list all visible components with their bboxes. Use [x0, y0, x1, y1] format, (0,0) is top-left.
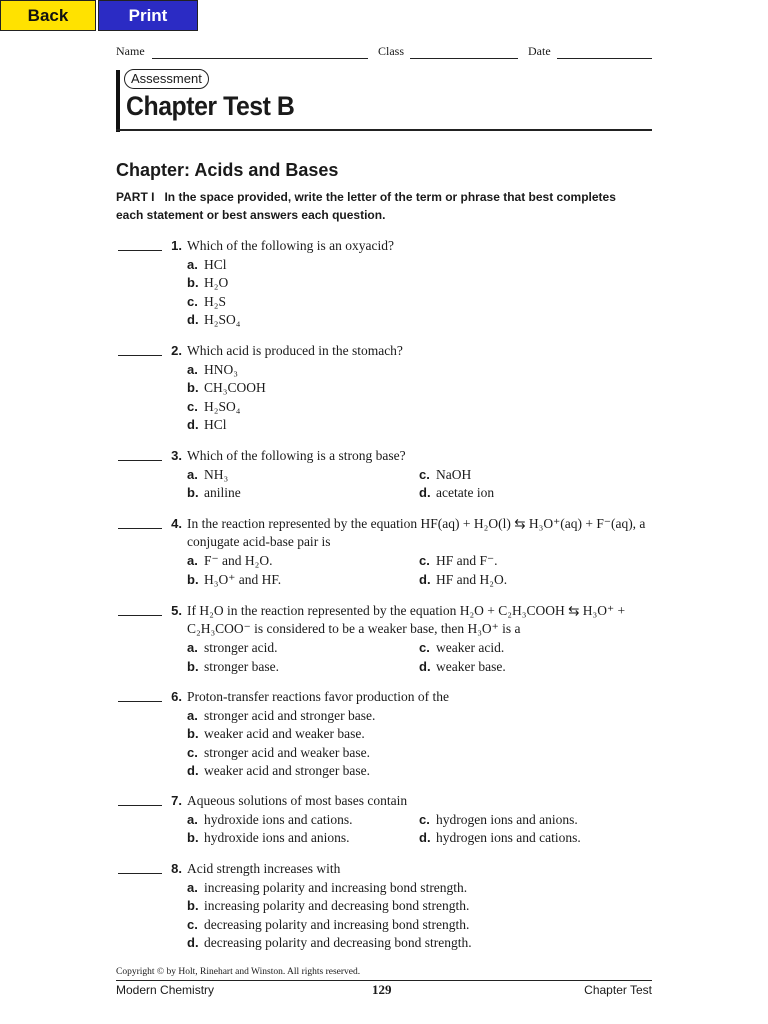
- answer-option: [187, 916, 469, 934]
- option-letter: b.: [187, 571, 199, 587]
- question-2: [116, 342, 656, 442]
- option-text: F⁻ and H₂O.: [204, 553, 273, 568]
- question-stem: Aqueous solutions of most bases contain: [187, 793, 408, 808]
- answer-blank[interactable]: [118, 805, 162, 806]
- back-button[interactable]: Back: [0, 0, 96, 31]
- answer-option: [419, 484, 494, 502]
- question-5: [116, 602, 656, 682]
- answer-blank[interactable]: [118, 355, 162, 356]
- option-text: increasing polarity and decreasing bond strength.: [204, 898, 470, 913]
- question-1: [116, 237, 656, 337]
- option-letter: b.: [187, 275, 199, 290]
- title-accent-bar: [116, 70, 120, 132]
- option-text: aniline: [204, 485, 241, 500]
- option-text: stronger acid.: [204, 640, 278, 655]
- option-text: HNO₃: [204, 361, 238, 377]
- date-label: Date: [528, 44, 551, 58]
- question-6: [116, 688, 656, 788]
- option-letter: c.: [419, 640, 430, 655]
- question-stem: If H₂O in the reaction represented by the equation H₂O + C₂H₃COOH ⇆ H₃O⁺ + C₂H₃COO⁻ is considered to be a weaker base, then H₃O⁺ is a: [187, 603, 626, 636]
- answer-option: [187, 311, 240, 329]
- option-letter: b.: [187, 830, 199, 845]
- question-number: 8.: [171, 861, 182, 876]
- option-letter: d.: [419, 830, 431, 845]
- question-number: 4.: [171, 516, 182, 531]
- answer-option: [187, 416, 227, 434]
- answer-blank[interactable]: [118, 528, 162, 529]
- option-text: hydroxide ions and anions.: [204, 830, 350, 845]
- option-letter: b.: [187, 898, 199, 913]
- answer-option: [187, 398, 240, 416]
- question-number: 1.: [171, 238, 182, 253]
- answer-option: [187, 466, 228, 484]
- answer-option: [187, 707, 375, 725]
- option-letter: b.: [187, 726, 199, 741]
- option-text: decreasing polarity and decreasing bond strength.: [204, 935, 472, 950]
- option-letter: d.: [187, 312, 199, 327]
- option-text: hydrogen ions and anions.: [436, 811, 578, 827]
- option-text: H₂O: [204, 275, 229, 290]
- option-text: weaker base.: [436, 658, 506, 674]
- answer-option: [187, 829, 349, 847]
- question-number: 7.: [171, 793, 182, 808]
- chapter-heading: Chapter: Acids and Bases: [116, 160, 339, 180]
- option-letter: c.: [187, 744, 198, 760]
- question-4: [116, 515, 656, 595]
- question-stem: In the reaction represented by the equation HF(aq) + H₂O(l) ⇆ H₃O⁺(aq) + F⁻(aq), a conjugate acid-base pair is: [187, 516, 646, 549]
- option-text: weaker acid and weaker base.: [204, 726, 365, 741]
- option-text: CH₃COOH: [204, 380, 266, 395]
- answer-blank[interactable]: [118, 615, 162, 616]
- question-stem: Acid strength increases with: [187, 861, 341, 876]
- answer-option: [187, 571, 281, 589]
- option-letter: d.: [187, 417, 199, 432]
- name-field-line[interactable]: [152, 58, 368, 59]
- option-letter: d.: [187, 763, 199, 778]
- option-letter: c.: [187, 293, 198, 309]
- question-stem: Which of the following is a strong base?: [187, 448, 406, 463]
- date-field-line[interactable]: [557, 58, 652, 59]
- option-letter: b.: [187, 380, 199, 395]
- instructions: [116, 188, 616, 224]
- answer-option: [419, 829, 581, 847]
- option-letter: c.: [187, 916, 198, 932]
- answer-blank[interactable]: [118, 250, 162, 251]
- question-stem: Which acid is produced in the stomach?: [187, 343, 403, 358]
- answer-option: [419, 552, 498, 570]
- option-letter: a.: [187, 811, 198, 827]
- option-text: NaOH: [436, 466, 472, 482]
- option-text: H₂S: [204, 293, 226, 309]
- answer-option: [419, 571, 507, 589]
- option-text: decreasing polarity and increasing bond strength.: [204, 916, 470, 932]
- question-3: [116, 447, 656, 507]
- option-letter: a.: [187, 466, 198, 482]
- answer-option: [187, 293, 226, 311]
- page-title: Chapter Test B: [126, 91, 295, 121]
- instructions-text: In the space provided, write the letter of the term or phrase that best completes each statement or best answers each question.: [116, 190, 616, 222]
- answer-option: [187, 934, 472, 952]
- answer-option: [419, 658, 506, 676]
- answer-option: [419, 466, 471, 484]
- question-7: [116, 792, 656, 852]
- option-text: HF and H₂O.: [436, 571, 508, 587]
- book-title: Modern Chemistry: [116, 983, 215, 997]
- footer-label: Chapter Test: [584, 983, 652, 997]
- option-text: stronger acid and stronger base.: [204, 707, 376, 723]
- title-rule: [116, 129, 652, 131]
- answer-option: [187, 274, 228, 292]
- option-letter: b.: [187, 658, 199, 674]
- answer-option: [187, 379, 266, 397]
- answer-blank[interactable]: [118, 460, 162, 461]
- option-text: increasing polarity and increasing bond strength.: [204, 879, 468, 895]
- answer-option: [187, 762, 370, 780]
- option-letter: a.: [187, 553, 198, 568]
- option-letter: d.: [419, 658, 431, 674]
- answer-blank[interactable]: [118, 873, 162, 874]
- question-number: 3.: [171, 448, 182, 463]
- answer-option: [187, 879, 467, 897]
- option-letter: b.: [187, 485, 199, 500]
- question-stem: Proton-transfer reactions favor production of the: [187, 689, 450, 704]
- option-text: hydrogen ions and cations.: [436, 830, 581, 845]
- option-text: H₂SO₄: [204, 312, 241, 327]
- part-label: PART I: [116, 190, 155, 204]
- answer-blank[interactable]: [118, 701, 162, 702]
- question-stem: Which of the following is an oxyacid?: [187, 238, 394, 253]
- answer-option: [187, 725, 365, 743]
- answer-option: [187, 639, 277, 657]
- option-letter: c.: [419, 811, 430, 827]
- answer-option: [187, 897, 469, 915]
- option-text: acetate ion: [436, 485, 495, 500]
- option-letter: a.: [187, 256, 198, 272]
- option-letter: c.: [419, 553, 430, 568]
- option-text: HCl: [204, 256, 227, 272]
- answer-option: [187, 552, 272, 570]
- answer-option: [187, 256, 227, 274]
- question-number: 5.: [171, 603, 182, 618]
- name-label: Name: [116, 44, 145, 58]
- class-label: Class: [378, 44, 405, 58]
- question-number: 6.: [171, 689, 182, 704]
- option-text: HF and F⁻.: [436, 553, 498, 568]
- answer-option: [419, 639, 504, 657]
- option-letter: a.: [187, 361, 198, 377]
- option-text: H₂SO₄: [204, 398, 241, 414]
- class-field-line[interactable]: [410, 58, 518, 59]
- answer-option: [187, 658, 279, 676]
- footer-rule: [116, 980, 652, 981]
- option-letter: c.: [419, 466, 430, 482]
- option-text: HCl: [204, 417, 227, 432]
- option-text: hydroxide ions and cations.: [204, 811, 353, 827]
- answer-option: [419, 811, 578, 829]
- assessment-badge: Assessment: [124, 69, 209, 89]
- option-text: stronger base.: [204, 658, 279, 674]
- answer-option: [187, 361, 238, 379]
- option-text: stronger acid and weaker base.: [204, 744, 371, 760]
- answer-option: [187, 744, 370, 762]
- question-8: [116, 860, 656, 960]
- answer-option: [187, 811, 352, 829]
- option-letter: d.: [419, 485, 431, 500]
- option-text: NH₃: [204, 466, 229, 482]
- option-letter: a.: [187, 707, 198, 723]
- option-letter: a.: [187, 640, 198, 655]
- page-number: 129: [372, 982, 392, 997]
- option-letter: d.: [187, 935, 199, 950]
- option-letter: c.: [187, 398, 198, 414]
- print-button[interactable]: Print: [98, 0, 198, 31]
- option-letter: d.: [419, 571, 431, 587]
- option-text: H₃O⁺ and HF.: [204, 571, 282, 587]
- option-letter: a.: [187, 879, 198, 895]
- copyright-notice: Copyright © by Holt, Rinehart and Winston. All rights reserved.: [116, 967, 361, 977]
- option-text: weaker acid.: [436, 640, 505, 655]
- answer-option: [187, 484, 241, 502]
- option-text: weaker acid and stronger base.: [204, 763, 371, 778]
- question-number: 2.: [171, 343, 182, 358]
